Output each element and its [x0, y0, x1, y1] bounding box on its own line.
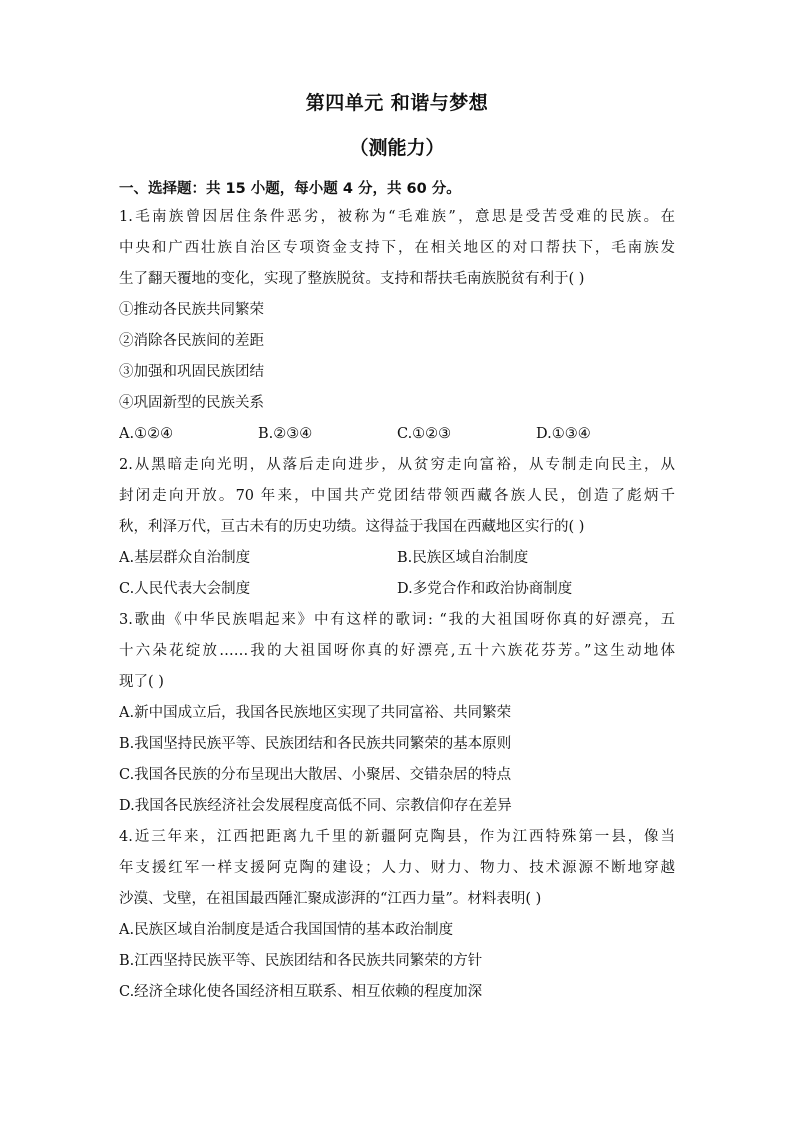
- option-row: [119, 574, 675, 605]
- question-text-line: 封闭走向开放。70 年来，中国共产党团结带领西藏各族人民，创造了彪炳千: [119, 488, 675, 504]
- question-text-line: 十六朵花绽放……我的大祖国呀你真的好漂亮,五十六族花芬芳。”这生动地体: [119, 643, 675, 659]
- question-text-line: 4.近三年来，江西把距离九千里的新疆阿克陶县，作为江西特殊第一县，像当: [119, 829, 675, 845]
- option-c: C.①②③: [397, 426, 452, 442]
- statement-item: ④巩固新型的民族关系: [119, 395, 264, 411]
- question-text-line: 2.从黑暗走向光明，从落后走向进步，从贫穷走向富裕，从专制走向民主，从: [119, 457, 675, 473]
- statement-item: ①推动各民族共同繁荣: [119, 302, 264, 318]
- option-b: B.民族区域自治制度: [397, 550, 529, 566]
- option-a: A.民族区域自治制度是适合我国国情的基本政治制度: [119, 922, 454, 938]
- question-list: [119, 202, 675, 1008]
- question-text-line: 3.歌曲《中华民族唱起来》中有这样的歌词: “我的大祖国呀你真的好漂亮，五: [119, 612, 675, 628]
- option-d: D.多党合作和政治协商制度: [397, 581, 573, 597]
- question-text-line: 秋，利泽万代，亘古未有的历史功绩。这得益于我国在西藏地区实行的( ): [119, 519, 585, 535]
- section-heading: 一、选择题：共 15 小题，每小题 4 分，共 60 分。: [119, 181, 461, 197]
- option-a: A.基层群众自治制度: [119, 550, 251, 566]
- option-row: [119, 419, 675, 450]
- page-subtitle: （测能力）: [349, 137, 445, 159]
- option-row: [119, 543, 675, 574]
- option-b: B.我国坚持民族平等、民族团结和各民族共同繁荣的基本原则: [119, 736, 512, 752]
- option-b: B.②③④: [258, 426, 313, 442]
- question-text-line: 年支援红军一样支援阿克陶的建设；人力、财力、物力、技术源源不断地穿越: [119, 860, 675, 876]
- option-a: A.①②④: [119, 426, 174, 442]
- option-d: D.①③④: [536, 426, 591, 442]
- option-c: C.经济全球化使各国经济相互联系、相互依赖的程度加深: [119, 984, 483, 1000]
- question-text-line: 现了( ): [119, 674, 164, 690]
- question-3: [119, 605, 675, 822]
- question-text-line: 生了翻天覆地的变化，实现了整族脱贫。支持和帮扶毛南族脱贫有利于( ): [119, 271, 585, 287]
- option-b: B.江西坚持民族平等、民族团结和各民族共同繁荣的方针: [119, 953, 483, 969]
- option-c: C.人民代表大会制度: [119, 581, 251, 597]
- question-text-line: 中央和广西壮族自治区专项资金支持下，在相关地区的对口帮扶下，毛南族发: [119, 240, 675, 256]
- option-c: C.我国各民族的分布呈现出大散居、小聚居、交错杂居的特点: [119, 767, 512, 783]
- option-d: D.我国各民族经济社会发展程度高低不同、宗教信仰存在差异: [119, 798, 512, 814]
- question-text-line: 沙漠、戈壁，在祖国最西陲汇聚成澎湃的“江西力量”。材料表明( ): [119, 891, 542, 907]
- question-1: [119, 202, 675, 450]
- question-text-line: 1.毛南族曾因居住条件恶劣，被称为“毛难族”，意思是受苦受难的民族。在: [119, 209, 675, 225]
- option-a: A.新中国成立后，我国各民族地区实现了共同富裕、共同繁荣: [119, 705, 512, 721]
- statement-item: ②消除各民族间的差距: [119, 333, 264, 349]
- page-title: 第四单元 和谐与梦想: [305, 92, 489, 114]
- statement-item: ③加强和巩固民族团结: [119, 364, 264, 380]
- question-2: [119, 450, 675, 605]
- question-4: [119, 822, 675, 1008]
